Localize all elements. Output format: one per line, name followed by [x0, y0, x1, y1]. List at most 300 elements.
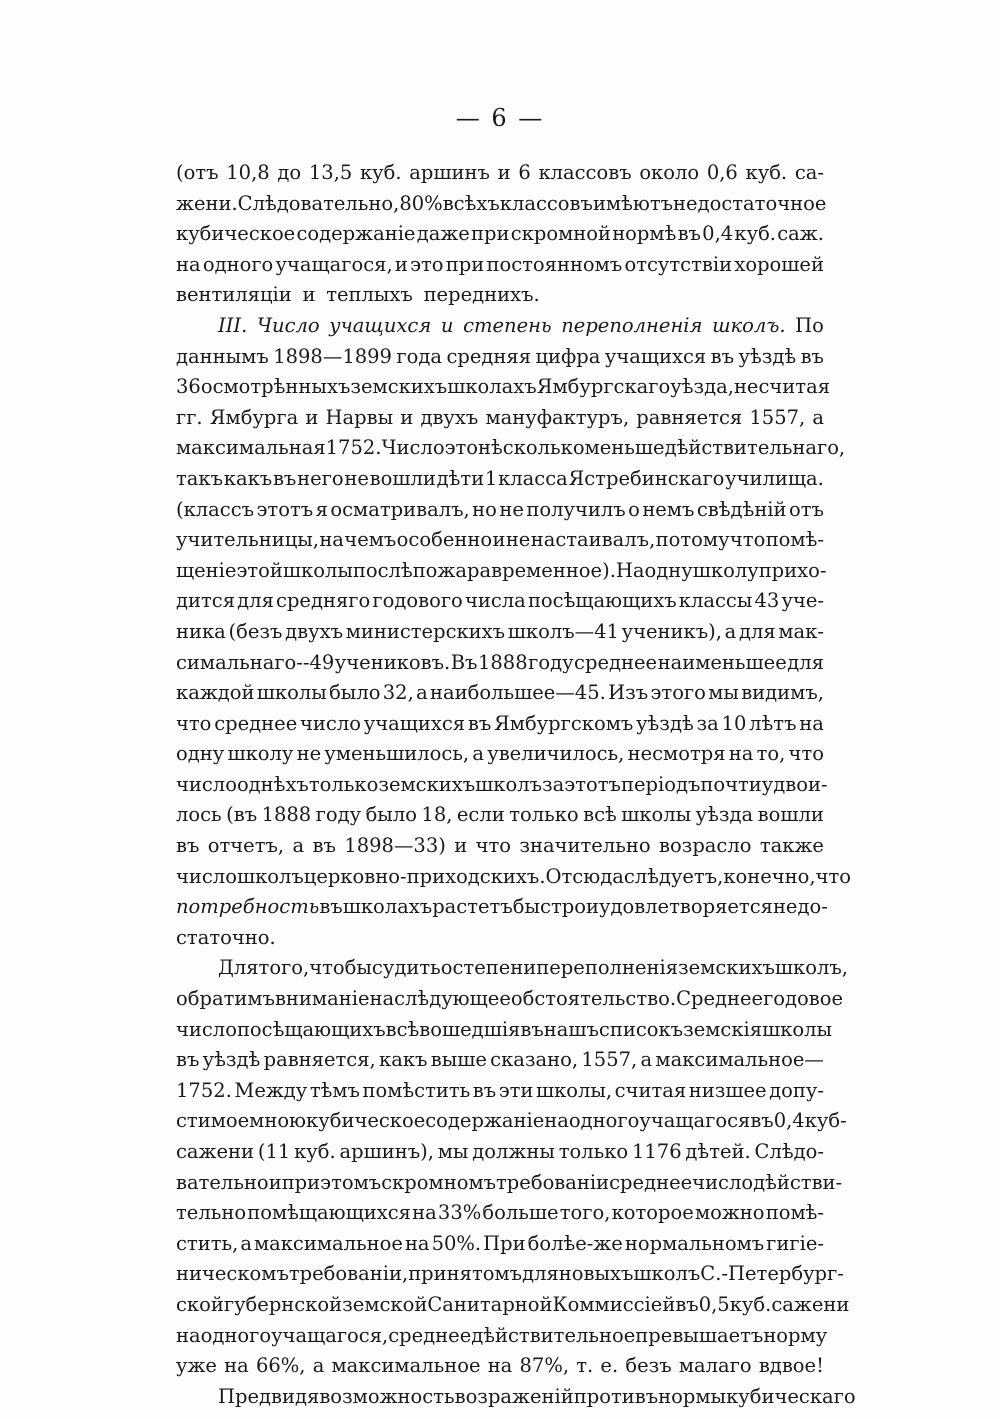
text-line [176, 709, 824, 740]
word: Нарвы [325, 405, 394, 429]
word: 1557, [749, 405, 806, 429]
word: году [315, 803, 362, 827]
text-line [176, 525, 824, 556]
page-number: — 6 — [455, 104, 545, 132]
word: требованiи [496, 1170, 610, 1194]
word: максимальное— [655, 1048, 824, 1072]
word: а [312, 1354, 325, 1378]
text-line [176, 678, 824, 709]
text-line [176, 984, 844, 1015]
word: несмотря [627, 742, 726, 766]
word: вентиляцiи [176, 283, 292, 307]
word: за [542, 772, 565, 796]
text-line [176, 1351, 824, 1382]
word: принятомъ [408, 1262, 523, 1286]
word: дѣти [436, 466, 485, 490]
word: помѣщающихся [247, 1201, 411, 1225]
word: Ястребинскаго [568, 466, 725, 490]
word: кубическое [176, 222, 296, 246]
word: лось [176, 803, 222, 827]
word: теплыхъ [326, 283, 413, 307]
word: 43 [754, 589, 780, 613]
word: уѣзда, [670, 375, 734, 399]
word: списокъ [598, 1017, 684, 1041]
word: число [300, 711, 361, 735]
word: этого [650, 681, 706, 705]
word: даже [416, 222, 470, 246]
word: 0,5 [698, 1292, 730, 1316]
word: и [440, 313, 454, 337]
word: 87%, [519, 1354, 570, 1378]
word: степень [463, 313, 552, 337]
word: меньше [584, 436, 665, 460]
word: школъ [236, 864, 304, 888]
word: обратимъ [176, 987, 275, 1011]
word: даннымъ [176, 344, 269, 368]
text-line [176, 1259, 844, 1290]
word: мак- [778, 619, 824, 643]
word: По [795, 313, 824, 337]
word: то, [756, 742, 786, 766]
word: удовлетворяется [598, 895, 773, 919]
word: 10,8 [226, 161, 270, 184]
word: всѣ [385, 1017, 420, 1041]
word: низшее [688, 1078, 767, 1102]
word: нормы [658, 1384, 727, 1408]
word: и [400, 405, 414, 429]
word: куб. [734, 222, 777, 246]
word: и [268, 1170, 282, 1194]
word: са- [794, 161, 824, 184]
word: было [365, 803, 417, 827]
word: 36 [176, 375, 201, 399]
text-line [176, 464, 824, 495]
word: посѣщающихъ [527, 589, 677, 613]
word: малаго [678, 1354, 752, 1378]
word: среднее [214, 711, 298, 735]
word: земскихъ [350, 375, 448, 399]
text-line [176, 800, 824, 831]
word: что [176, 711, 212, 735]
word: одну [176, 742, 225, 766]
word: 6 [518, 161, 531, 184]
word: учительницы, [176, 528, 319, 552]
word: Изъ [608, 681, 649, 705]
word: всѣхъ [442, 191, 500, 215]
word: для [787, 650, 824, 674]
word: о [628, 497, 640, 521]
word: и [302, 283, 316, 307]
word: земской [342, 1292, 428, 1316]
word: симальнаго--49 [176, 650, 335, 674]
text-line [176, 556, 827, 587]
word: куб- [804, 1109, 847, 1133]
word: число [176, 864, 237, 888]
word: мною [249, 1109, 307, 1133]
word: статочно. [176, 925, 276, 949]
word: новыхъ [558, 1262, 634, 1286]
word: а [292, 834, 305, 858]
word: Санитарной [427, 1292, 553, 1316]
text-line [176, 158, 824, 189]
word: слѣдующее [394, 987, 511, 1011]
word: въ [176, 1048, 200, 1072]
word: удвои- [761, 772, 828, 796]
word: кубическое [306, 1109, 426, 1133]
word: ническомъ [176, 1262, 289, 1286]
word: При [483, 1231, 526, 1255]
text-line [176, 739, 824, 770]
word: средняя [446, 344, 532, 368]
word: въ [750, 1109, 774, 1133]
word: при [445, 252, 485, 276]
word: о [440, 956, 453, 980]
word: лѣтъ [749, 711, 797, 735]
word: содержанiе [425, 1109, 545, 1133]
word: учащагося [639, 1109, 751, 1133]
word: школы, [535, 1078, 613, 1102]
word: т. [576, 1354, 594, 1378]
word: учащихся [363, 711, 466, 735]
word: въ [520, 1017, 544, 1041]
word: уѣздѣ [636, 711, 694, 735]
word: тельно [176, 1201, 247, 1225]
word: куб. [745, 161, 788, 184]
word: получилъ [526, 497, 626, 521]
word: отчетъ, [207, 834, 285, 858]
word: обстоятельство. [510, 987, 677, 1011]
word: но [472, 497, 497, 521]
word: а [416, 681, 428, 705]
word: сказано, [490, 1048, 579, 1072]
word: уже [176, 1354, 217, 1378]
word: одну [644, 558, 693, 582]
word: на [728, 742, 754, 766]
word: для [738, 619, 776, 643]
text-line [176, 433, 846, 464]
word: дѣйствительное [471, 1323, 636, 1347]
word: имѣютъ [592, 191, 674, 215]
word: земскихъ [678, 956, 775, 980]
word: 0,4 [773, 1109, 805, 1133]
word: число [176, 772, 237, 796]
word: скромномъ [381, 1170, 497, 1194]
text-line [176, 1321, 828, 1352]
word: не [296, 742, 322, 766]
word: школы [282, 558, 353, 582]
word: превышаетъ [635, 1323, 764, 1347]
word: церковно-приходскихъ. [303, 864, 546, 888]
word: школахъ [342, 895, 433, 919]
word: переднихъ. [423, 283, 540, 307]
word: куб. [359, 161, 402, 184]
text-line [176, 862, 852, 893]
word: на [487, 1354, 513, 1378]
word: (отъ [176, 161, 219, 184]
word: требованiи, [288, 1262, 409, 1286]
word: дѣтей. [685, 1140, 751, 1163]
word: 1176 [631, 1140, 682, 1163]
word: и [454, 834, 468, 858]
word: учащагося, [271, 1323, 389, 1347]
text-line [176, 1076, 824, 1107]
word: каждой [176, 681, 255, 705]
word: среднее [574, 650, 658, 674]
word: для [237, 589, 274, 613]
text-line [176, 1015, 833, 1046]
word: что [788, 742, 824, 766]
word: быстро [512, 895, 586, 919]
word: 66%, [255, 1354, 306, 1378]
word: постоянномъ [486, 252, 623, 276]
word: Слѣдовательно, [237, 191, 400, 215]
word: содержанie [296, 222, 416, 246]
word: также [759, 834, 824, 858]
text-line [176, 403, 824, 434]
word: болѣе-же [527, 1231, 623, 1255]
word: губернской [223, 1292, 343, 1316]
word: классы [678, 589, 753, 613]
word: наименьшее [657, 650, 787, 674]
word: и [305, 405, 319, 429]
word: нормальномъ [624, 1231, 765, 1255]
word: сажени [771, 1292, 850, 1316]
text-line [176, 648, 824, 679]
word: земскихъ [378, 772, 476, 796]
word: 32, [382, 681, 414, 705]
word: 1752. [176, 1078, 232, 1102]
word: и [492, 528, 506, 552]
word: годовое [763, 987, 844, 1011]
text-line [176, 1382, 856, 1413]
word: въ [312, 834, 336, 858]
word: аршинъ [409, 161, 490, 184]
word: это [410, 252, 444, 276]
word: что [475, 834, 511, 858]
word: класса [498, 466, 568, 490]
word: году [528, 650, 574, 674]
word: школъ, [774, 956, 848, 980]
word: скромной [510, 222, 611, 246]
word: особенно [396, 528, 493, 552]
word: число [692, 1170, 754, 1194]
text-line [176, 495, 824, 526]
word: возможность [319, 1384, 455, 1408]
word: не [505, 528, 531, 552]
word: что [815, 864, 852, 888]
word: равняется, [263, 1048, 376, 1072]
word: е. [600, 1354, 619, 1378]
word: чемъ [344, 528, 397, 552]
word: учащихся [329, 313, 432, 337]
word: одного [202, 252, 274, 276]
word: саж. [777, 222, 824, 246]
word: 1898—33) [344, 834, 446, 858]
word: кубическаго [726, 1384, 856, 1408]
word: за [696, 711, 719, 735]
word: учащихся [604, 344, 707, 368]
word: Ямбургскаго [536, 375, 671, 399]
word: потому [655, 528, 730, 552]
word: и [394, 252, 408, 276]
word: прихо- [758, 558, 827, 582]
word: не [344, 466, 369, 490]
word: на [799, 711, 824, 735]
word: 10 [721, 711, 747, 735]
word: 1 [484, 466, 498, 490]
word: гигіе- [766, 1231, 824, 1255]
text-line [176, 586, 824, 617]
text-line [176, 892, 828, 923]
text-line [176, 953, 848, 984]
word: куб. [729, 1292, 772, 1316]
word: было [329, 681, 381, 705]
word: въ [472, 1078, 497, 1102]
word: въ [272, 466, 297, 490]
word: только [509, 803, 579, 827]
word: двухъ [285, 619, 343, 643]
word: вошедшія [419, 1017, 521, 1041]
word: Слѣдо- [754, 1140, 824, 1163]
word: ника [176, 619, 226, 643]
word: въ [675, 1292, 699, 1316]
word: (11 [257, 1140, 291, 1163]
word: а [240, 1231, 252, 1255]
word: 1898—1899 [273, 344, 392, 368]
word: дится [176, 589, 236, 613]
word: этотъ [564, 772, 621, 796]
word: 18, [421, 803, 453, 827]
word: уче- [781, 589, 824, 613]
text-line [176, 342, 824, 373]
word: жени. [176, 191, 238, 215]
text-line [176, 311, 824, 342]
word: на [544, 1109, 569, 1133]
word: а [472, 742, 484, 766]
word: 1752. [325, 436, 382, 460]
word: среднее [388, 1323, 472, 1347]
word: въ [800, 344, 824, 368]
word: (классъ [176, 497, 255, 521]
word: равняется [636, 405, 743, 429]
word: въ [176, 834, 200, 858]
word: Число [256, 313, 320, 337]
word: переполненія [536, 956, 679, 980]
word: вошли [757, 803, 824, 827]
word: и [585, 895, 599, 919]
word: считая [614, 1078, 687, 1102]
word: 50%. [431, 1231, 482, 1255]
word: на [176, 1323, 201, 1347]
text-line [176, 831, 824, 862]
word: помѣ- [765, 528, 824, 552]
word: больше [482, 1201, 559, 1225]
word: уѣздѣ [738, 344, 797, 368]
word: дѣйствительнаго, [664, 436, 846, 460]
word: среднее [609, 1170, 693, 1194]
word: вниманіе [274, 987, 370, 1011]
word: противъ [573, 1384, 659, 1408]
word: пожара [412, 558, 492, 582]
word: только [308, 772, 379, 796]
word: средняго [276, 589, 371, 613]
word: Для [218, 956, 259, 980]
word: нѣсколько [478, 436, 585, 460]
word: сажени [176, 1140, 255, 1163]
word: школъ [633, 1262, 701, 1286]
body-text [176, 158, 856, 1412]
word: С.-Петербург- [700, 1262, 844, 1286]
word: значительно [519, 834, 651, 858]
word: для [522, 1262, 559, 1286]
word: щенiе [176, 558, 237, 582]
word: этомъ [320, 1170, 382, 1194]
word: въ [710, 344, 735, 368]
word: одного [568, 1109, 640, 1133]
word: и [497, 161, 511, 184]
word: на [369, 987, 395, 1011]
word: только [558, 1140, 629, 1163]
word: уѣздѣ [202, 1048, 261, 1072]
word: максимальное [253, 1231, 403, 1255]
text-line [176, 1229, 824, 1260]
word: настаивалъ, [530, 528, 656, 552]
word: выше [430, 1048, 487, 1072]
word: такъ [176, 466, 224, 490]
word: въ [467, 711, 492, 735]
word: аршинъ), [339, 1140, 434, 1163]
word: наибольшее—45. [430, 681, 606, 705]
word: мы [437, 1140, 469, 1163]
word: 0,4 [702, 222, 734, 246]
word: растетъ [432, 895, 513, 919]
word: немъ [642, 497, 695, 521]
word: на [176, 252, 201, 276]
word: максимальное [331, 1354, 481, 1378]
word: послѣ [352, 558, 413, 582]
word: возраженій [454, 1384, 574, 1408]
word: школы [621, 803, 692, 827]
word: недо- [772, 895, 828, 919]
word: земскія [683, 1017, 763, 1041]
word: Отсюда [545, 864, 624, 888]
word: помѣстить [362, 1078, 471, 1102]
word: Число [381, 436, 445, 460]
word: гг. [176, 405, 203, 429]
word: куб. [294, 1140, 336, 1163]
word: мануфактуръ, [485, 405, 630, 429]
word: III. [218, 313, 248, 337]
word: около [639, 161, 700, 184]
word: а [724, 619, 737, 643]
word: при [471, 222, 510, 246]
text-line [176, 1137, 824, 1168]
word: максимальная [176, 436, 326, 460]
word: помѣ- [765, 1201, 824, 1225]
word: степени [452, 956, 537, 980]
word: осматривалъ, [330, 497, 470, 521]
word: школъ [475, 772, 543, 796]
word: я [315, 497, 328, 521]
word: безъ [625, 1354, 672, 1378]
word: годового [372, 589, 463, 613]
word: Предвидя [218, 1384, 320, 1408]
word: стить, [176, 1231, 239, 1255]
word: мы [708, 681, 739, 705]
word: несчитая [733, 375, 830, 399]
word: отсутствiи [624, 252, 733, 276]
text-line [176, 372, 830, 403]
